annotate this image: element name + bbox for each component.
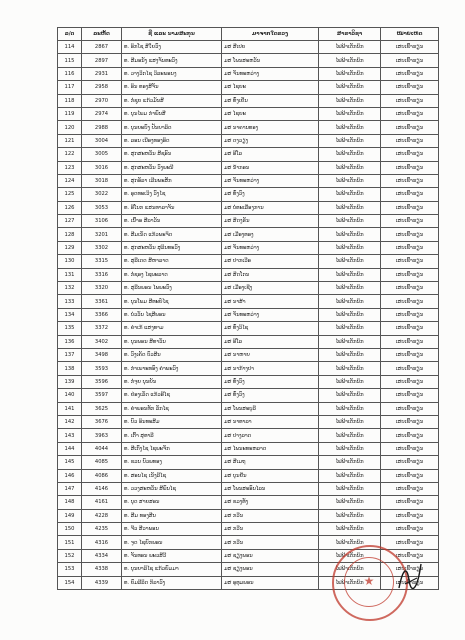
cell-status: ເສບເຂົ້າຮຽນ <box>381 201 439 214</box>
cell-code: 2988 <box>82 121 122 134</box>
cell-status: ເສບເຂົ້າຮຽນ <box>381 456 439 469</box>
cell-no: 144 <box>58 442 82 455</box>
cell-name: ທ. ຄຳພອນທັກ ລັກໄຊ <box>122 402 222 415</box>
cell-province: ມສ ໂພນສະອົນໄລນ <box>222 482 319 495</box>
table-body <box>58 41 439 590</box>
cell-no: 137 <box>58 348 82 361</box>
cell-province: ມສ ຈັນທະຫວ່າງ <box>222 308 319 321</box>
cell-no: 150 <box>58 523 82 536</box>
table-row <box>58 41 439 54</box>
table-row <box>58 174 439 187</box>
cell-province: ມສ ໄພນະທະຫລາດ <box>222 442 319 455</box>
cell-status: ເສບເຂົ້າຮຽນ <box>381 295 439 308</box>
cell-major: ໄຟຟ້າເຕັກນິກ <box>319 228 381 241</box>
cell-status: ເສບເຂົ້າຮຽນ <box>381 134 439 147</box>
cell-status: ເສບເຂົ້າຮຽນ <box>381 215 439 228</box>
cell-province: ມສ ບໍ່ທະເລືອງການ <box>222 201 319 214</box>
cell-name: ທ. ສຸກອັລາ ເລີນພະສັກ <box>122 174 222 187</box>
cell-major: ໄຟຟ້າເຕັກນິກ <box>319 576 381 589</box>
cell-major: ໄຟຟ້າເຕັກນິກ <box>319 241 381 254</box>
table-row <box>58 415 439 428</box>
cell-major: ໄຟຟ້າເຕັກນິກ <box>319 81 381 94</box>
cell-no: 138 <box>58 362 82 375</box>
cell-major: ໄຟຟ້າເຕັກນິກ <box>319 415 381 428</box>
cell-province: ມສ ອີໂລ <box>222 148 319 161</box>
cell-major: ໄຟຟ້າເຕັກນິກ <box>319 148 381 161</box>
cell-no: 141 <box>58 402 82 415</box>
cell-name: ທ. ບຸນໂພມ ສີທະຍ໌ໄຊ <box>122 295 222 308</box>
cell-no: 132 <box>58 282 82 295</box>
table-row <box>58 469 439 482</box>
cell-name: ທ. ຍົມລີລິດ ກິລາວົງ <box>122 576 222 589</box>
cell-major: ໄຟຟ້າເຕັກນິກ <box>319 375 381 388</box>
cell-major: ໄຟຟ້າເຕັກນິກ <box>319 121 381 134</box>
header-code: ລະຫັດ <box>82 28 122 41</box>
table-row <box>58 268 439 281</box>
table-row <box>58 188 439 201</box>
table-row <box>58 322 439 335</box>
cell-province: ມສ ບຸນຍືນ <box>222 469 319 482</box>
cell-province: ມສ ອຸທຸມພອນ <box>222 576 319 589</box>
cell-status: ເສບເຂົ້າຮຽນ <box>381 148 439 161</box>
cell-major: ໄຟຟ້າເຕັກນິກ <box>319 335 381 348</box>
cell-code: 3004 <box>82 134 122 147</box>
cell-status: ເສບເຂົ້າຮຽນ <box>381 442 439 455</box>
cell-name: ທ. ບຸດ ສາຍສອນ <box>122 496 222 509</box>
cell-status: ເສບເຂົ້າຮຽນ <box>381 268 439 281</box>
cell-code: 3963 <box>82 429 122 442</box>
cell-province: ມສ ກວີນ <box>222 509 319 522</box>
cell-major: ໄຟຟ້າເຕັກນິກ <box>319 536 381 549</box>
cell-status: ເສບເຂົ້າຮຽນ <box>381 161 439 174</box>
cell-major: ໄຟຟ້າເຕັກນິກ <box>319 295 381 308</box>
cell-status: ເສບເຂົ້າຮຽນ <box>381 509 439 522</box>
cell-no: 121 <box>58 134 82 147</box>
cell-no: 130 <box>58 255 82 268</box>
cell-name: ທ. ວົງເຄັດ ບົວສີນ <box>122 348 222 361</box>
cell-no: 143 <box>58 429 82 442</box>
cell-province: ມສ ຈັນທະຫວ່າງ <box>222 67 319 80</box>
table-row <box>58 509 439 522</box>
table-row <box>58 375 439 388</box>
cell-no: 146 <box>58 469 82 482</box>
cell-code: 3316 <box>82 268 122 281</box>
cell-major: ໄຟຟ້າເຕັກນິກ <box>319 54 381 67</box>
header-province: ມາຈາກໃດຂວງ <box>222 28 319 41</box>
table-row <box>58 429 439 442</box>
table-row <box>58 442 439 455</box>
cell-status: ເສບເຂົ້າຮຽນ <box>381 402 439 415</box>
cell-code: 3593 <box>82 362 122 375</box>
table-row <box>58 241 439 254</box>
cell-no: 154 <box>58 576 82 589</box>
cell-status: ເສບເຂົ້າຮຽນ <box>381 523 439 536</box>
cell-major: ໄຟຟ້າເຕັກນິກ <box>319 429 381 442</box>
cell-code: 3498 <box>82 348 122 361</box>
cell-name: ທ. ວາງວິກໄຊ ວິລະພອນງ <box>122 67 222 80</box>
cell-name: ທ. ອິກໂຊ ສີໃຍວົງ <box>122 41 222 54</box>
cell-no: 120 <box>58 121 82 134</box>
cell-province: ມສ ກວີນ <box>222 523 319 536</box>
cell-code: 3361 <box>82 295 122 308</box>
cell-province: ມສ ນາທາລາ <box>222 415 319 428</box>
cell-name: ທ. ເນົ້າອ ສີລາວັນ <box>122 215 222 228</box>
cell-status: ເສບເຂົ້າຮຽນ <box>381 81 439 94</box>
cell-name: ທ. ກໍ່ຈຸຍ ບຸນຍັນ <box>122 375 222 388</box>
cell-status: ເສບເຂົ້າຮຽນ <box>381 94 439 107</box>
cell-province: ມສ ໄຊຍະ <box>222 81 319 94</box>
cell-status: ເສບເຂົ້າຮຽນ <box>381 67 439 80</box>
cell-major: ໄຟຟ້າເຕັກນິກ <box>319 348 381 361</box>
table-row <box>58 215 439 228</box>
cell-name: ທ. ສີເກົ່ງໄຊ ໄຊພະຈັກ <box>122 442 222 455</box>
cell-major: ໄຟຟ້າເຕັກນິກ <box>319 469 381 482</box>
cell-province: ມສ ໂພນສະຫວັນ <box>222 54 319 67</box>
cell-status: ເສບເຂົ້າຮຽນ <box>381 496 439 509</box>
table-row <box>58 255 439 268</box>
cell-status: ເສບເຂົ້າຮຽນ <box>381 362 439 375</box>
cell-province: ມສ ນາຄານທອງ <box>222 121 319 134</box>
header-status: ໝາຍເຫດ <box>381 28 439 41</box>
cell-no: 116 <box>58 67 82 80</box>
cell-province: ມສ ທົ່ງວິໄຊ <box>222 322 319 335</box>
cell-name: ທ. ວວງສະຫວັນ ສີພົນໄຊ <box>122 482 222 495</box>
table-row <box>58 107 439 120</box>
cell-name: ທ. ຈັນທອນ ພະວສີວີ <box>122 549 222 562</box>
cell-no: 134 <box>58 308 82 321</box>
cell-status: ເສບເຂົ້າຮຽນ <box>381 536 439 549</box>
cell-code: 4085 <box>82 456 122 469</box>
cell-province: ມສ ທົ່ງວົງ <box>222 389 319 402</box>
cell-status: ເສບເຂົ້າຮຽນ <box>381 482 439 495</box>
cell-status: ເສບເຂົ້າຮຽນ <box>381 469 439 482</box>
cell-major: ໄຟຟ້າເຕັກນິກ <box>319 94 381 107</box>
cell-no: 151 <box>58 536 82 549</box>
cell-no: 129 <box>58 241 82 254</box>
cell-no: 139 <box>58 375 82 388</box>
table-row <box>58 94 439 107</box>
cell-code: 2897 <box>82 54 122 67</box>
cell-status: ເສບເຂົ້າຮຽນ <box>381 389 439 402</box>
cell-major: ໄຟຟ້າເຕັກນິກ <box>319 402 381 415</box>
cell-province: ມສ ດງວຽງ <box>222 134 319 147</box>
cell-code: 3053 <box>82 201 122 214</box>
cell-province: ມສ ຊຽງພອນ <box>222 549 319 562</box>
cell-no: 142 <box>58 415 82 428</box>
cell-name: ທ. ບໍ່ວວັນ ໄຊສີພອນ <box>122 308 222 321</box>
cell-no: 128 <box>58 228 82 241</box>
cell-major: ໄຟຟ້າເຕັກນິກ <box>319 201 381 214</box>
cell-name: ທ. ບຸນຍາລິໄຊ ແກ້ວຍົມມາ <box>122 563 222 576</box>
cell-no: 127 <box>58 215 82 228</box>
cell-major: ໄຟຟ້າເຕັກນິກ <box>319 134 381 147</box>
cell-name: ທ. ບຸນພອນ ສີທາວັນ <box>122 335 222 348</box>
cell-province: ມສ ສີເມຖ <box>222 456 319 469</box>
table-row <box>58 496 439 509</box>
cell-code: 3625 <box>82 402 122 415</box>
cell-no: 140 <box>58 389 82 402</box>
cell-no: 147 <box>58 482 82 495</box>
cell-code: 3022 <box>82 188 122 201</box>
cell-status: ເສບເຂົ້າຮຽນ <box>381 255 439 268</box>
cell-status: ເສບເຂົ້າຮຽນ <box>381 563 439 576</box>
cell-status: ເສບເຂົ້າຮຽນ <box>381 549 439 562</box>
cell-status: ເສບເຂົ້າຮຽນ <box>381 228 439 241</box>
cell-code: 4044 <box>82 442 122 455</box>
cell-major: ໄຟຟ້າເຕັກນິກ <box>319 268 381 281</box>
table-row <box>58 362 439 375</box>
cell-name: ທ. ຄຳເກ້ ແສງທາມ <box>122 322 222 335</box>
cell-name: ທ. ບຸນໄພມ ກໍາພົນສີ <box>122 107 222 120</box>
cell-status: ເສບເຂົ້າຮຽນ <box>381 335 439 348</box>
cell-major: ໄຟຟ້າເຕັກນິກ <box>319 282 381 295</box>
cell-province: ມສ ອີໂລ <box>222 335 319 348</box>
cell-no: 118 <box>58 94 82 107</box>
cell-status: ເສບເຂົ້າຮຽນ <box>381 241 439 254</box>
table-row <box>58 282 439 295</box>
cell-name: ທ. ສຸກສະຫວັນ ສຸລິນທະວົງ <box>122 241 222 254</box>
cell-code: 2867 <box>82 41 122 54</box>
cell-no: 131 <box>58 268 82 281</box>
table-row <box>58 482 439 495</box>
cell-major: ໄຟຟ້າເຕັກນິກ <box>319 362 381 375</box>
table-row <box>58 67 439 80</box>
cell-province: ມສ ກວີນ <box>222 536 319 549</box>
cell-province: ມສ ທົ່ງວົງ <box>222 375 319 388</box>
cell-name: ທ. ສອນໄຊ ເນັງລີໄຊ <box>122 469 222 482</box>
cell-name: ທ. ຢ່ອງເລັດ ແກ້ວອີໄຊ <box>122 389 222 402</box>
cell-name: ທ. ສຸກສະຫວັນ ວົງພະນີ <box>122 161 222 174</box>
cell-status: ເສບເຂົ້າຮຽນ <box>381 188 439 201</box>
table-row <box>58 348 439 361</box>
cell-code: 2974 <box>82 107 122 120</box>
cell-status: ເສບເຂົ້າຮຽນ <box>381 107 439 120</box>
cell-name: ທ. ສຸກສະຫວັນ ສີຊອົນ <box>122 148 222 161</box>
table-row <box>58 402 439 415</box>
cell-name: ທ. ບົວ ອິນທະສີມ <box>122 415 222 428</box>
table-row <box>58 389 439 402</box>
cell-code: 3597 <box>82 389 122 402</box>
cell-no: 145 <box>58 456 82 469</box>
cell-province: ມສ ຂວງທັງ <box>222 496 319 509</box>
cell-status: ເສບເຂົ້າຮຽນ <box>381 322 439 335</box>
cell-name: ທ. ເຕົ້າ ສຸທາລີ <box>122 429 222 442</box>
cell-no: 117 <box>58 81 82 94</box>
cell-major: ໄຟຟ້າເຕັກນິກ <box>319 107 381 120</box>
table-row <box>58 456 439 469</box>
cell-major: ໄຟຟ້າເຕັກນິກ <box>319 308 381 321</box>
cell-province: ມສ ຈັນທະຫວ່າງ <box>222 241 319 254</box>
header-name: ຊື່ ແລະ ນາມສະກຸນ <box>122 28 222 41</box>
cell-major: ໄຟຟ້າເຕັກນິກ <box>319 442 381 455</box>
cell-code: 3676 <box>82 415 122 428</box>
cell-no: 115 <box>58 54 82 67</box>
cell-code: 4334 <box>82 549 122 562</box>
cell-code: 3005 <box>82 148 122 161</box>
cell-status: ເສບເຂົ້າຮຽນ <box>381 415 439 428</box>
cell-major: ໄຟຟ້າເຕັກນິກ <box>319 322 381 335</box>
cell-status: ເສບເຂົ້າຮຽນ <box>381 41 439 54</box>
cell-code: 3016 <box>82 161 122 174</box>
table-row <box>58 81 439 94</box>
cell-province: ມສ ນ້ຳກອນ <box>222 161 319 174</box>
cell-code: 2958 <box>82 81 122 94</box>
table-row <box>58 148 439 161</box>
cell-code: 3402 <box>82 335 122 348</box>
cell-code: 3372 <box>82 322 122 335</box>
cell-no: 126 <box>58 201 82 214</box>
cell-status: ເສບເຂົ້າຮຽນ <box>381 375 439 388</box>
cell-province: ມສ ໄຊຍະ <box>222 107 319 120</box>
cell-name: ທ. ກໍ່ຊຸຍ ແກ້ວມັນສີ <box>122 94 222 107</box>
cell-major: ໄຟຟ້າເຕັກນິກ <box>319 523 381 536</box>
cell-province: ມສ ປາງລາດ <box>222 429 319 442</box>
cell-major: ໄຟຟ້າເຕັກນິກ <box>319 174 381 187</box>
cell-province: ມສ ທົ່ງວົງ <box>222 188 319 201</box>
cell-name: ທ. ລອນ ເນີອງທອງອິດ <box>122 134 222 147</box>
cell-code: 4338 <box>82 563 122 576</box>
cell-province: ມສ ຈັນທະຫວ່າງ <box>222 174 319 187</box>
cell-status: ເສບເຂົ້າຮຽນ <box>381 174 439 187</box>
cell-major: ໄຟຟ້າເຕັກນິກ <box>319 482 381 495</box>
cell-no: 123 <box>58 161 82 174</box>
cell-province: ມສ ສິດໂກນ <box>222 268 319 281</box>
cell-status: ເສບເຂົ້າຮຽນ <box>381 348 439 361</box>
cell-province: ມສ ທົ່ງເຢັນ <box>222 94 319 107</box>
cell-code: 3366 <box>82 308 122 321</box>
cell-no: 152 <box>58 549 82 562</box>
cell-major: ໄຟຟ້າເຕັກນິກ <box>319 67 381 80</box>
table-header-row <box>58 28 439 41</box>
cell-major: ໄຟຟ້າເຕັກນິກ <box>319 496 381 509</box>
handwritten-signature <box>395 558 425 598</box>
cell-major: ໄຟຟ້າເຕັກນິກ <box>319 389 381 402</box>
cell-no: 136 <box>58 335 82 348</box>
cell-code: 4161 <box>82 496 122 509</box>
table-row <box>58 228 439 241</box>
cell-major: ໄຟຟ້າເຕັກນິກ <box>319 509 381 522</box>
table-row <box>58 523 439 536</box>
cell-major: ໄຟຟ້າເຕັກນິກ <box>319 549 381 562</box>
cell-province: ມສ ນາຫາຍ <box>222 348 319 361</box>
header-no: ລ/ດ <box>58 28 82 41</box>
cell-province: ມສ ໂພນສະບູລີ <box>222 402 319 415</box>
cell-major: ໄຟຟ້າເຕັກນິກ <box>319 456 381 469</box>
cell-province: ມສ ສີເປຍ <box>222 41 319 54</box>
cell-name: ທ. ກໍ່ຊອງ ໄຊພະລາດ <box>122 268 222 281</box>
cell-code: 4235 <box>82 523 122 536</box>
cell-no: 149 <box>58 509 82 522</box>
cell-major: ໄຟຟ້າເຕັກນິກ <box>319 215 381 228</box>
cell-code: 4086 <box>82 469 122 482</box>
cell-name: ທ. ສີມ ທອງສີນ <box>122 509 222 522</box>
cell-name: ທ. ອີໂນກ ແສນທາລາຈັນ <box>122 201 222 214</box>
cell-status: ເສບເຂົ້າຮຽນ <box>381 54 439 67</box>
cell-province: ມສ ຊຽງພອນ <box>222 563 319 576</box>
cell-code: 3596 <box>82 375 122 388</box>
stamp-star-icon: ★ <box>363 574 375 588</box>
cell-name: ທ. ຂວນ ບົວພທອງ <box>122 456 222 469</box>
header-major: ສາຂາວິຊາ <box>319 28 381 41</box>
table-row <box>58 295 439 308</box>
cell-code: 4228 <box>82 509 122 522</box>
cell-major: ໄຟຟ້າເຕັກນິກ <box>319 41 381 54</box>
cell-code: 4339 <box>82 576 122 589</box>
cell-name: ທ. ອຸດທະເວິງ ວົງໄຊ <box>122 188 222 201</box>
cell-name: ທ. ບຸນຍະບົງ ປັນຍາລິດ <box>122 121 222 134</box>
cell-code: 3201 <box>82 228 122 241</box>
table-row <box>58 201 439 214</box>
cell-major: ໄຟຟ້າເຕັກນິກ <box>319 188 381 201</box>
cell-no: 114 <box>58 41 82 54</box>
cell-code: 3320 <box>82 282 122 295</box>
cell-no: 153 <box>58 563 82 576</box>
cell-status: ເສບເຂົ້າຮຽນ <box>381 282 439 295</box>
cell-status: ເສບເຂົ້າຮຽນ <box>381 121 439 134</box>
table-row <box>58 161 439 174</box>
cell-status: ເສບເຂົ້າຮຽນ <box>381 576 439 589</box>
student-roster-table <box>57 27 439 590</box>
cell-no: 124 <box>58 174 82 187</box>
cell-province: ມສ ເມືອງເຊີງ <box>222 282 319 295</box>
cell-name: ທ. ສຸລີນພອນ ໄພພະວົງ <box>122 282 222 295</box>
cell-code: 3018 <box>82 174 122 187</box>
cell-name: ທ. ສຸລີເດດ ສີຫາລາດ <box>122 255 222 268</box>
cell-no: 122 <box>58 148 82 161</box>
cell-status: ເສບເຂົ້າຮຽນ <box>381 429 439 442</box>
table-row <box>58 335 439 348</box>
cell-status: ເສບເຂົ້າຮຽນ <box>381 308 439 321</box>
cell-province: ມສ ປາກເວີອ <box>222 255 319 268</box>
table-row <box>58 54 439 67</box>
cell-code: 2970 <box>82 94 122 107</box>
table-row <box>58 308 439 321</box>
cell-province: ມສ ນາກ້າງປາ <box>222 362 319 375</box>
cell-major: ໄຟຟ້າເຕັກນິກ <box>319 255 381 268</box>
cell-code: 4316 <box>82 536 122 549</box>
cell-major: ໄຟຟ້າເຕັກນິກ <box>319 161 381 174</box>
cell-code: 4146 <box>82 482 122 495</box>
cell-no: 135 <box>58 322 82 335</box>
cell-no: 133 <box>58 295 82 308</box>
cell-province: ມສ ນາສ້າ <box>222 295 319 308</box>
stamp-inner-ring <box>344 557 394 607</box>
cell-province: ມສ ເມືອງທອງ <box>222 228 319 241</box>
table-row <box>58 134 439 147</box>
cell-code: 2931 <box>82 67 122 80</box>
cell-name: ທ. ຈີວ ສີວາພອນ <box>122 523 222 536</box>
cell-major: ໄຟຟ້າເຕັກນິກ <box>319 563 381 576</box>
cell-code: 3315 <box>82 255 122 268</box>
cell-province: ມສ ສິດງຣັນ <box>222 215 319 228</box>
cell-code: 3302 <box>82 241 122 254</box>
cell-no: 148 <box>58 496 82 509</box>
cell-no: 119 <box>58 107 82 120</box>
cell-code: 3106 <box>82 215 122 228</box>
cell-name: ທ. ຈູດ ໄຊຍົກພອນ <box>122 536 222 549</box>
cell-name: ທ. ອິນ ທອງສີຈັນ <box>122 81 222 94</box>
cell-name: ທ. ສີມອນັງ ແສງຈັນທະວົງ <box>122 54 222 67</box>
cell-no: 125 <box>58 188 82 201</box>
cell-name: ທ. ກໍາເພາະທອົງ ຄຳພະວົງ <box>122 362 222 375</box>
cell-name: ທ. ສີມເນັດ ແກ້ວພະຈິດ <box>122 228 222 241</box>
table-row <box>58 121 439 134</box>
